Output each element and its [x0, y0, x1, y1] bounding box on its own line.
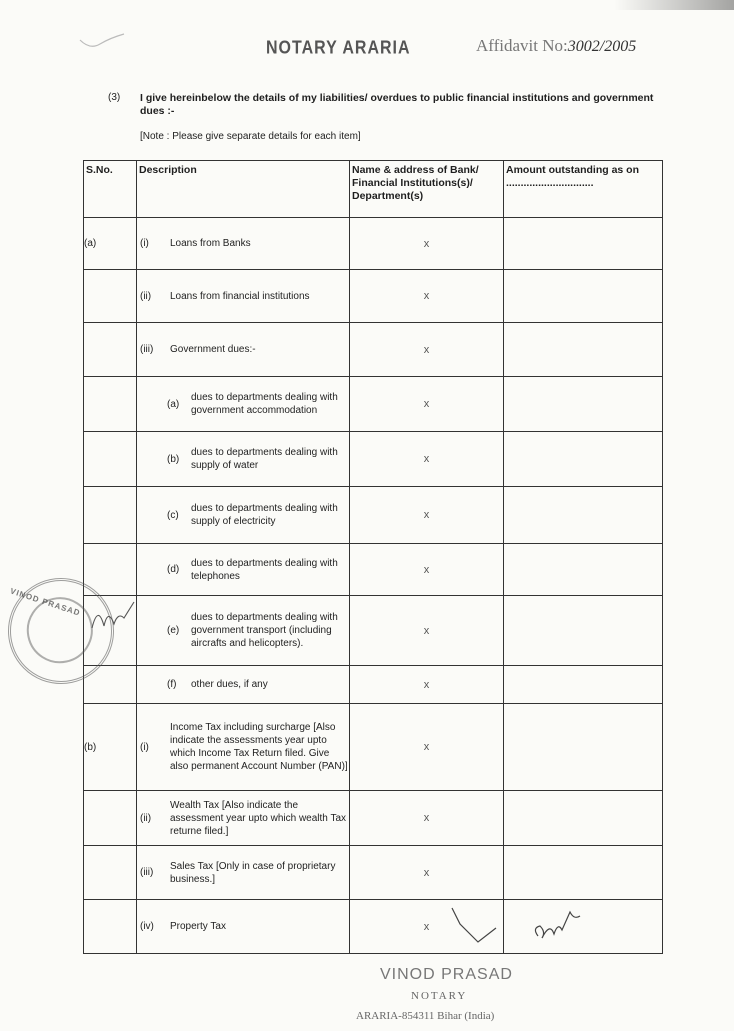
table-row — [84, 846, 663, 900]
row-description — [137, 704, 350, 791]
paragraph-number: (3) — [108, 92, 121, 103]
row-description-wrap — [137, 237, 349, 250]
table-row — [84, 487, 663, 544]
row-text: dues to departments dealing with telephones — [191, 557, 338, 582]
row-text: Property Tax — [170, 921, 226, 932]
row-bank-mark: x — [350, 791, 504, 846]
table-row — [84, 704, 663, 791]
affidavit-number: 3002/2005 — [567, 38, 637, 55]
row-text: Wealth Tax [Also indicate the assessment year upto which wealth Tax returne filed.] — [170, 799, 347, 837]
row-text: dues to departments dealing with supply of water — [191, 447, 338, 471]
table-row — [84, 596, 663, 666]
table-row — [84, 377, 663, 432]
row-text: dues to departments dealing with supply of electricity — [191, 503, 338, 527]
row-text: Loans from financial institutions — [170, 290, 310, 302]
row-description — [137, 377, 350, 432]
row-amount — [504, 544, 663, 596]
table-row — [84, 270, 663, 323]
table-header-row — [84, 161, 663, 218]
header-sno: S.No. — [84, 161, 137, 218]
row-bank-mark: x — [350, 704, 504, 791]
paragraph-note: [Note : Please give separate details for each item] — [140, 131, 361, 142]
signature-bottom — [448, 902, 598, 952]
row-roman: (iii) — [140, 867, 154, 878]
row-amount — [504, 596, 663, 666]
row-description-wrap — [137, 290, 349, 303]
row-description-wrap — [137, 446, 349, 472]
table-row — [84, 544, 663, 596]
row-sno: (a) — [84, 218, 137, 270]
row-letter: (f) — [167, 679, 177, 690]
affidavit-label: Affidavit No: — [476, 36, 568, 55]
row-text: other dues, if any — [191, 679, 268, 690]
affidavit-number-block — [476, 36, 636, 56]
row-roman: (i) — [140, 741, 149, 753]
row-bank-mark: x — [350, 218, 504, 270]
row-amount — [504, 432, 663, 487]
notary-seal-name: VINOD PRASAD — [380, 966, 513, 983]
row-bank-mark: x — [350, 323, 504, 377]
signature-initials-left — [88, 598, 138, 638]
table-row — [84, 323, 663, 377]
row-bank-mark: x — [350, 270, 504, 323]
row-description-wrap — [137, 799, 349, 838]
row-bank-mark: x — [350, 377, 504, 432]
table-row — [84, 218, 663, 270]
row-letter: (e) — [167, 625, 180, 636]
row-letter: (b) — [167, 453, 180, 465]
row-roman: (ii) — [140, 290, 152, 302]
row-description — [137, 487, 350, 544]
row-description-wrap — [137, 920, 349, 933]
table-body — [84, 218, 663, 954]
row-description — [137, 218, 350, 270]
header-amount: Amount outstanding as on .............................. — [504, 161, 663, 218]
row-description-wrap — [137, 343, 349, 356]
row-description-wrap — [137, 557, 349, 583]
row-bank-mark: x — [350, 846, 504, 900]
row-sno — [84, 846, 137, 900]
row-amount — [504, 846, 663, 900]
row-sno — [84, 432, 137, 487]
row-amount — [504, 323, 663, 377]
row-bank-mark: x — [350, 544, 504, 596]
row-amount — [504, 704, 663, 791]
row-description — [137, 900, 350, 954]
row-amount — [504, 218, 663, 270]
table-row — [84, 791, 663, 846]
row-sno — [84, 791, 137, 846]
row-description-wrap — [137, 860, 349, 886]
row-roman: (iii) — [140, 344, 154, 355]
row-letter: (a) — [167, 398, 180, 410]
row-roman: (ii) — [140, 812, 152, 824]
row-letter: (c) — [167, 509, 179, 521]
row-description — [137, 666, 350, 704]
row-description — [137, 791, 350, 846]
row-text: Sales Tax [Only in case of proprietary business.] — [170, 860, 336, 885]
row-text: Income Tax including surcharge [Also indicate the assessments year upto which Income Tax Return filed. Give also permanent Account Number (PAN)] — [170, 722, 348, 772]
row-bank-mark: x — [350, 596, 504, 666]
row-amount — [504, 666, 663, 704]
row-text: dues to departments dealing with government transport (including aircrafts and helicopters). — [191, 612, 338, 649]
table-row — [84, 432, 663, 487]
row-description-wrap — [137, 502, 349, 528]
row-text: dues to departments dealing with government accommodation — [191, 392, 338, 416]
row-sno — [84, 487, 137, 544]
row-description — [137, 596, 350, 666]
header-description: Description — [137, 161, 350, 218]
scan-smudge — [614, 0, 734, 10]
row-sno — [84, 377, 137, 432]
row-description — [137, 432, 350, 487]
row-description-wrap — [137, 678, 349, 691]
row-letter: (d) — [167, 564, 180, 575]
row-amount — [504, 270, 663, 323]
row-bank-mark: x — [350, 432, 504, 487]
table-row — [84, 666, 663, 704]
row-roman: (iv) — [140, 921, 154, 932]
liabilities-table — [83, 160, 663, 954]
row-text: Loans from Banks — [170, 238, 251, 249]
row-bank-mark: x — [350, 666, 504, 704]
row-sno: (b) — [84, 704, 137, 791]
notary-seal-address: ARARIA-854311 Bihar (India) — [356, 1010, 495, 1022]
row-description — [137, 323, 350, 377]
row-amount — [504, 791, 663, 846]
row-description — [137, 270, 350, 323]
row-description-wrap — [137, 611, 349, 650]
row-roman: (i) — [140, 238, 149, 249]
row-amount — [504, 377, 663, 432]
row-bank-mark: x — [350, 487, 504, 544]
row-amount — [504, 487, 663, 544]
row-bank-mark: x — [350, 900, 504, 954]
header-bank: Name & address of Bank/ Financial Institutions(s)/ Department(s) — [350, 161, 504, 218]
paragraph-text: I give hereinbelow the details of my liabilities/ overdues to public financial institutions and government dues :- — [140, 92, 654, 117]
row-description-wrap — [137, 721, 349, 773]
row-sno — [84, 900, 137, 954]
row-text: Government dues:- — [170, 344, 256, 355]
row-description-wrap — [137, 391, 349, 417]
notary-seal-text: VINOD PRASAD — [9, 586, 82, 618]
row-sno — [84, 270, 137, 323]
row-description — [137, 846, 350, 900]
row-sno — [84, 323, 137, 377]
notary-heading: NOTARY ARARIA — [266, 38, 411, 59]
row-description — [137, 544, 350, 596]
pen-mark-top-left — [78, 30, 128, 55]
notary-seal-title: NOTARY — [411, 990, 468, 1002]
